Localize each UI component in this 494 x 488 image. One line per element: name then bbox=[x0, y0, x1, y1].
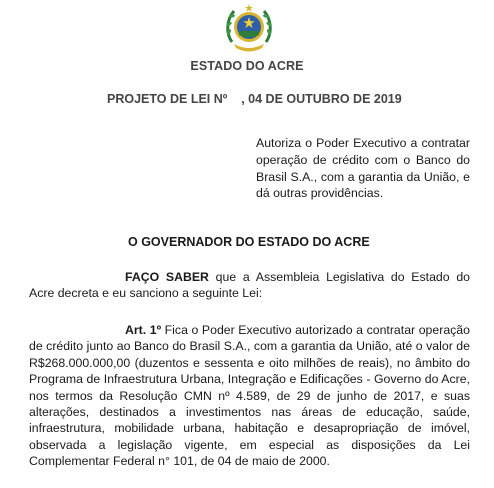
article-1-text: Fica o Poder Executivo autorizado a contratar operação de crédito junto ao Banco do Brasil S.A., com a garantia da União, até o valor de R$268.000.000,00 (duzentos e sessenta e oito milhões de reais), no âmbito do Programa de Infraestrutura Urbana, Integração e Edificações - Governo do Acre, nos termos da Resolução CMN nº 4.589, de 29 de junho de 2017, e suas alterações, destinados a investimentos nas áreas de educação, saúde, infraestrutura, mobilidade urbana, habitação e desapropriação de imóvel, observada a legislação vigente, em especial as disposições da Lei Complementar Federal n° 101, de 04 de maio de 2000. bbox=[29, 323, 470, 469]
acre-coat-of-arms-seal bbox=[222, 2, 276, 56]
enactment-paragraph bbox=[29, 269, 470, 302]
article-1-paragraph bbox=[29, 322, 470, 470]
article-1-label: Art. 1º bbox=[125, 323, 162, 337]
state-name-heading: ESTADO DO ACRE bbox=[190, 59, 304, 73]
enactment-lead: FAÇO SABER bbox=[125, 270, 209, 284]
bill-title: PROJETO DE LEI Nº , 04 DE OUTUBRO DE 2019 bbox=[107, 92, 402, 106]
governor-heading: O GOVERNADOR DO ESTADO DO ACRE bbox=[128, 235, 370, 249]
enactment-text: que a Assembleia Legislativa do Estado do Acre decreta e eu sanciono a seguinte Lei: bbox=[29, 270, 470, 301]
bill-summary-ementa: Autoriza o Poder Executivo a contratar operação de crédito com o Banco do Brasil S.A., com a garantia da União, e dá outras providências. bbox=[256, 136, 470, 201]
